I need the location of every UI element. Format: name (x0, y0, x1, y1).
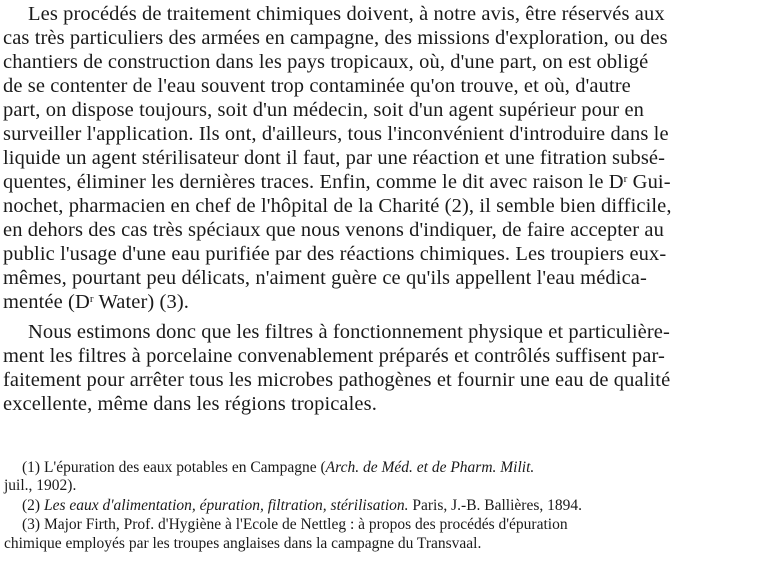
paragraph-1-line-6: surveiller l'application. Ils ont, d'ailleurs, tous l'inconvénient d'introduire dans le (3, 123, 669, 145)
footnote-1-line-1 (22, 459, 534, 477)
paragraph-1-line-11: public l'usage d'une eau purifiée par des réactions chimiques. Les troupiers eux- (3, 243, 667, 265)
footnote-3-line-1 (22, 516, 568, 534)
paragraph-1-line-7: liquide un agent stérilisateur dont il faut, par une réaction et une fitration subsé- (3, 147, 666, 169)
footnote-1-text: L'épuration des eaux potables en Campagne ( (40, 459, 326, 476)
line-13-tail: Water) (3). (93, 291, 189, 313)
paragraph-2-line-2: ment les filtres à porcelaine convenablement préparés et contrôlés suffisent par- (3, 345, 665, 367)
line-8-text: quentes, éliminer les dernières traces. Enfin, comme le dit avec raison le D (3, 171, 624, 193)
footnote-3-text: Major Firth, Prof. d'Hygiène à l'Ecole de Nettleg : à propos des procédés d'épuration (40, 516, 568, 533)
paragraph-2-line-1: Nous estimons donc que les filtres à fonctionnement physique et particulière- (28, 321, 670, 343)
superscript-r: r (623, 173, 628, 185)
paragraph-2-line-3: faitement pour arrêter tous les microbes pathogènes et fournir une eau de qualité (3, 369, 671, 391)
footnote-2-text: Paris, J.-B. Ballières, 1894. (408, 497, 582, 514)
superscript-r-2: r (89, 293, 94, 305)
paragraph-1-line-5: part, on dispose toujours, soit d'un médecin, soit d'un agent supérieur pour en (3, 99, 644, 121)
paragraph-1-line-2: cas très particuliers des armées en campagne, des missions d'exploration, ou des (3, 27, 668, 49)
paragraph-1-line-9: nochet, pharmacien en chef de l'hôpital de la Charité (2), il semble bien difficile, (3, 195, 672, 217)
footnote-1-line-2: juil., 1902). (4, 477, 77, 494)
line-13-text: mentée (D (3, 291, 90, 313)
paragraph-1-line-4: de se contenter de l'eau souvent trop contaminée qu'on trouve, et où, d'autre (3, 75, 631, 97)
paragraph-1-line-13 (3, 290, 189, 314)
footnote-2 (22, 497, 582, 515)
paragraph-1-line-10: en dehors des cas très spéciaux que nous venons d'indiquer, de faire accepter au (3, 219, 664, 241)
footnote-1-italic: Arch. de Méd. et de Pharm. Milit. (325, 459, 535, 476)
line-8-tail: Gui- (627, 171, 671, 193)
footnote-1-number: (1) (22, 459, 41, 476)
paragraph-1-line-12: mêmes, pourtant peu délicats, n'aiment guère ce qu'ils appellent l'eau médica- (3, 267, 647, 289)
footnote-2-number: (2) (22, 497, 41, 514)
paragraph-2-line-4: excellente, même dans les régions tropicales. (3, 393, 377, 415)
footnote-2-italic: Les eaux d'alimentation, épuration, filtration, stérilisation. (40, 497, 409, 514)
footnote-3-line-2: chimique employés par les troupes anglaises dans la campagne du Transvaal. (4, 535, 482, 552)
paragraph-1-line-1: Les procédés de traitement chimiques doivent, à notre avis, être réservés aux (28, 3, 665, 25)
paragraph-1-line-3: chantiers de construction dans les pays tropicaux, où, d'une part, on est obligé (3, 51, 649, 73)
footnote-3-number: (3) (22, 516, 41, 533)
paragraph-1-line-8 (3, 170, 671, 194)
